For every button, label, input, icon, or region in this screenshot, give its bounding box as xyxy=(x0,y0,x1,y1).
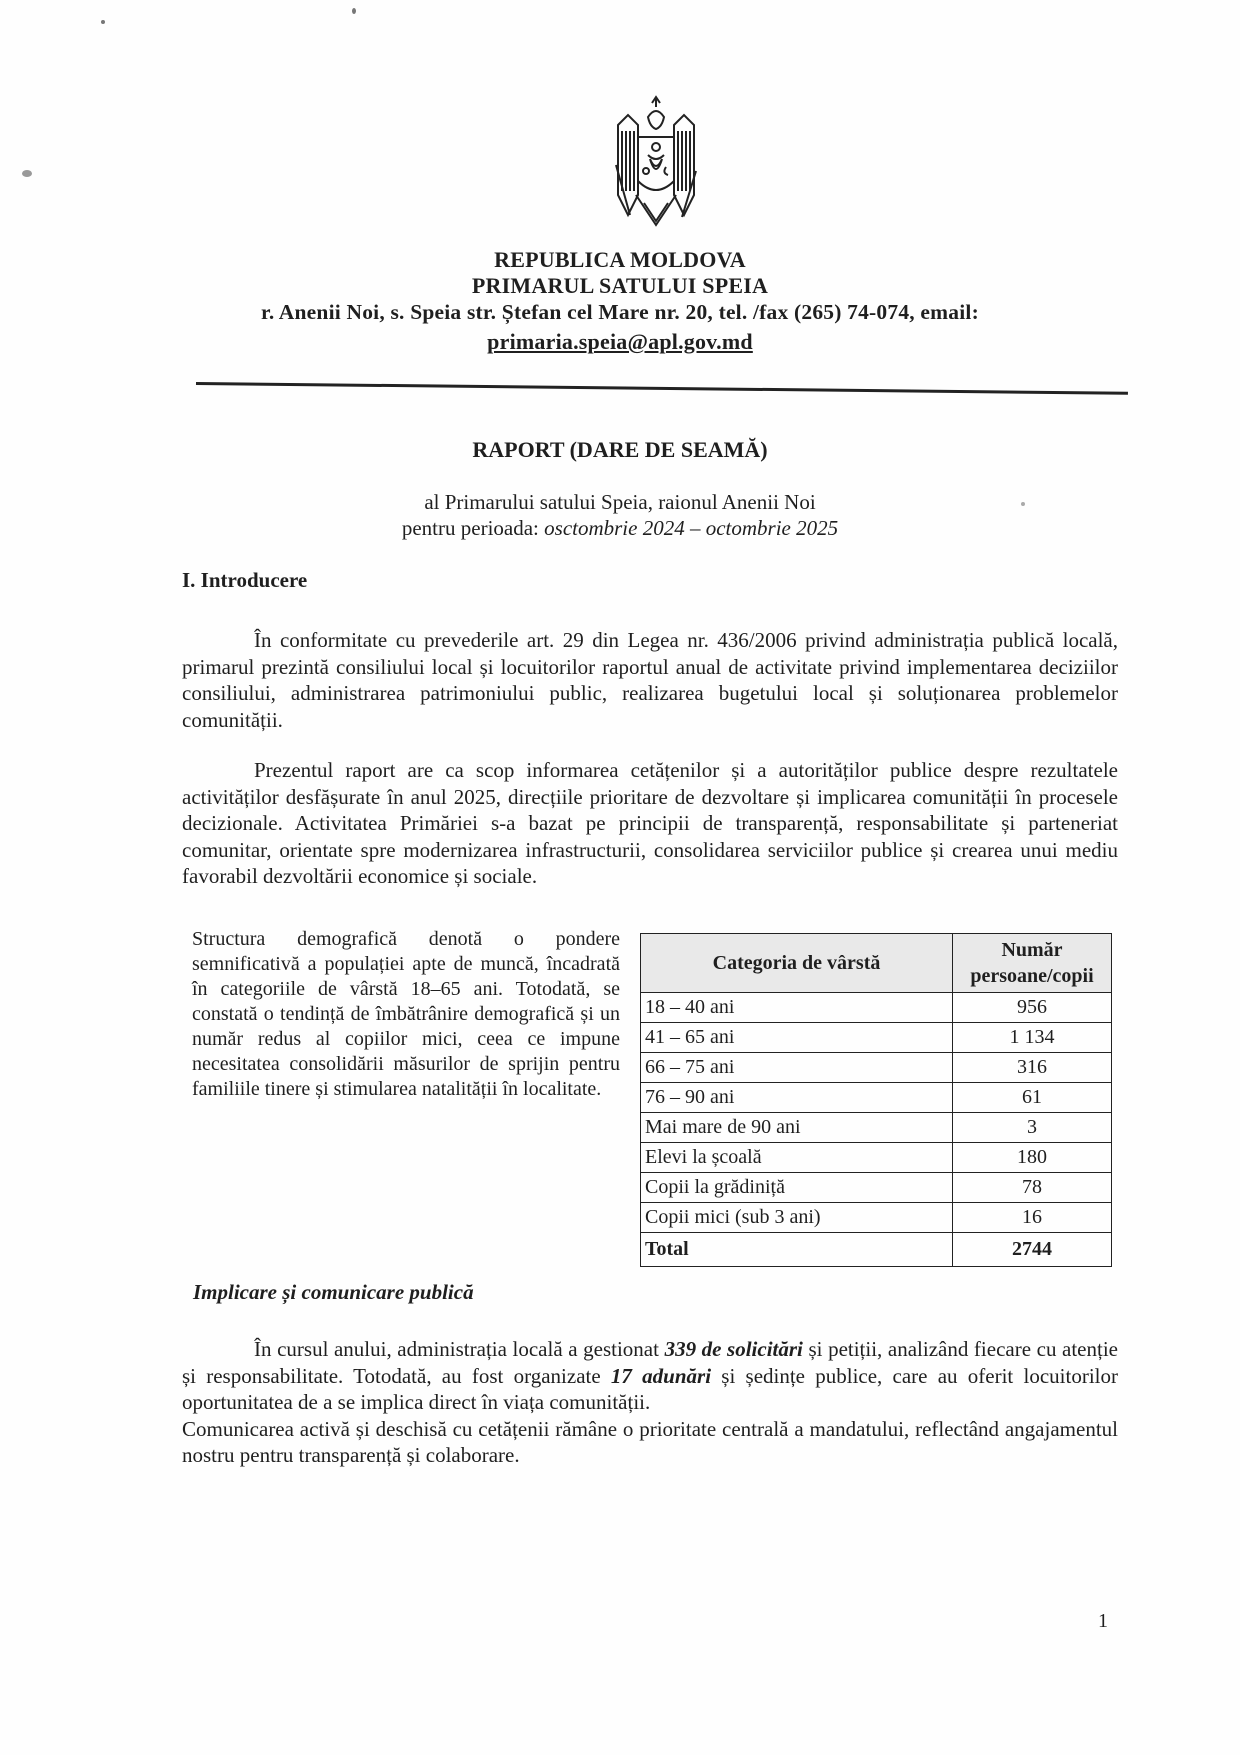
intro-paragraph-1-text: În conformitate cu prevederile art. 29 din Legea nr. 436/2006 privind administrația publică locală, primarul prezintă consiliului local și locuitorilor raportul anual de activitate privind implementarea deciziilor consiliului, administrarea patrimoniului public, realizarea bugetului local și soluționarea problemelor comunității. xyxy=(182,628,1118,732)
table-header-row xyxy=(641,934,1112,993)
table-cell-category: Elevi la școală xyxy=(641,1143,953,1173)
scan-speck xyxy=(101,20,105,24)
table-cell-category: 41 – 65 ani xyxy=(641,1023,953,1053)
report-subtitle: al Primarului satului Speia, raionul Anenii Noi xyxy=(424,490,816,514)
table-total-value: 2744 xyxy=(953,1233,1112,1267)
table-row xyxy=(641,1203,1112,1233)
intro-paragraph-1 xyxy=(182,627,1118,733)
requests-count: 339 de solicitări xyxy=(664,1337,803,1361)
table-header-count: Număr persoane/copii xyxy=(953,934,1112,993)
meetings-count: 17 adunări xyxy=(610,1363,712,1388)
report-period-value: osctombrie 2024 – octombrie 2025 xyxy=(544,516,839,540)
page-number: 1 xyxy=(1098,1610,1108,1632)
demographic-table xyxy=(640,933,1112,1267)
table-row xyxy=(641,1023,1112,1053)
table-cell-count: 180 xyxy=(953,1143,1112,1173)
table-row xyxy=(641,1143,1112,1173)
table-header-category: Categoria de vârstă xyxy=(641,934,953,993)
table-cell-category: Mai mare de 90 ani xyxy=(641,1113,953,1143)
demographic-text: Structura demografică denotă o pondere semnificativă a populației apte de muncă, încadrată în categoriile de vârstă 18–65 ani. Totodată, se constată o tendință de îmbătrânire demografică și un număr redus al copiilor mici, ceea ce impune necesitatea consolidării măsurilor de sprijin pentru familiile tinere și stimularea natalității în localitate. xyxy=(192,928,620,1100)
report-period xyxy=(0,516,1240,541)
table-row xyxy=(641,1083,1112,1113)
coat-of-arms-icon xyxy=(612,95,700,235)
table-row xyxy=(641,1173,1112,1203)
intro-paragraph-2-text: Prezentul raport are ca scop informarea cetățenilor și a autorităților publice despre rezultatele activităților desfășurate în anul 2025, direcțiile prioritare de dezvoltare și implicarea comunității în procesele decizionale. Activitatea Primăriei s-a bazat pe principii de transparență, responsabilitate și parteneriat comunitar, orientate spre modernizarea infrastructurii, consolidarea serviciilor publice și crearea unui mediu favorabil dezvoltării economice și sociale. xyxy=(182,758,1118,888)
header-divider xyxy=(196,382,1128,395)
header-address: r. Anenii Noi, s. Speia str. Ștefan cel Mare nr. 20, tel. /fax (265) 74-074, email: xyxy=(261,300,979,324)
public-paragraph-1 xyxy=(182,1336,1118,1416)
text-run: În cursul anului, administrația locală a gestionat xyxy=(254,1337,665,1361)
header-country: REPUBLICA MOLDOVA xyxy=(494,247,746,272)
table-cell-count: 956 xyxy=(953,993,1112,1023)
table-cell-category: 18 – 40 ani xyxy=(641,993,953,1023)
table-cell-count: 316 xyxy=(953,1053,1112,1083)
table-cell-count: 3 xyxy=(953,1113,1112,1143)
table-row xyxy=(641,1113,1112,1143)
scan-speck xyxy=(352,8,356,14)
table-cell-count: 78 xyxy=(953,1173,1112,1203)
table-cell-category: 66 – 75 ani xyxy=(641,1053,953,1083)
intro-paragraph-2 xyxy=(182,757,1118,890)
table-row xyxy=(641,993,1112,1023)
section-heading-public: Implicare și comunicare publică xyxy=(193,1280,474,1304)
public-paragraph-2: Comunicarea activă și deschisă cu cetățenii rămâne o prioritate centrală a mandatului, reflectând angajamentul nostru pentru transparență și colaborare. xyxy=(182,1416,1118,1467)
header-email-line xyxy=(0,329,1240,355)
table-cell-count: 1 134 xyxy=(953,1023,1112,1053)
scan-speck xyxy=(22,170,32,177)
table-cell-category: Copii la grădiniță xyxy=(641,1173,953,1203)
table-cell-count: 61 xyxy=(953,1083,1112,1113)
report-title: RAPORT (DARE DE SEAMĂ) xyxy=(472,437,768,462)
header-email-link[interactable]: primaria.speia@apl.gov.md xyxy=(487,329,753,354)
header-institution: PRIMARUL SATULUI SPEIA xyxy=(471,273,769,298)
section-heading-introducere: I. Introducere xyxy=(182,568,308,592)
table-cell-category: Copii mici (sub 3 ani) xyxy=(641,1203,953,1233)
text-run: și petiții, analizând fiecare cu atenție și responsabilitate. Totodată, au fost organizate xyxy=(182,1337,1118,1388)
public-paragraphs xyxy=(182,1336,1118,1469)
table-cell-category: 76 – 90 ani xyxy=(641,1083,953,1113)
table-row xyxy=(641,1053,1112,1083)
table-total-label: Total xyxy=(641,1233,953,1267)
report-period-label: pentru perioada: xyxy=(401,516,545,540)
table-cell-count: 16 xyxy=(953,1203,1112,1233)
text-run: și ședințe publice, care au oferit locuitorilor oportunitatea de a se implica direct în viața comunității. xyxy=(182,1363,1118,1414)
table-total-row xyxy=(641,1233,1112,1267)
